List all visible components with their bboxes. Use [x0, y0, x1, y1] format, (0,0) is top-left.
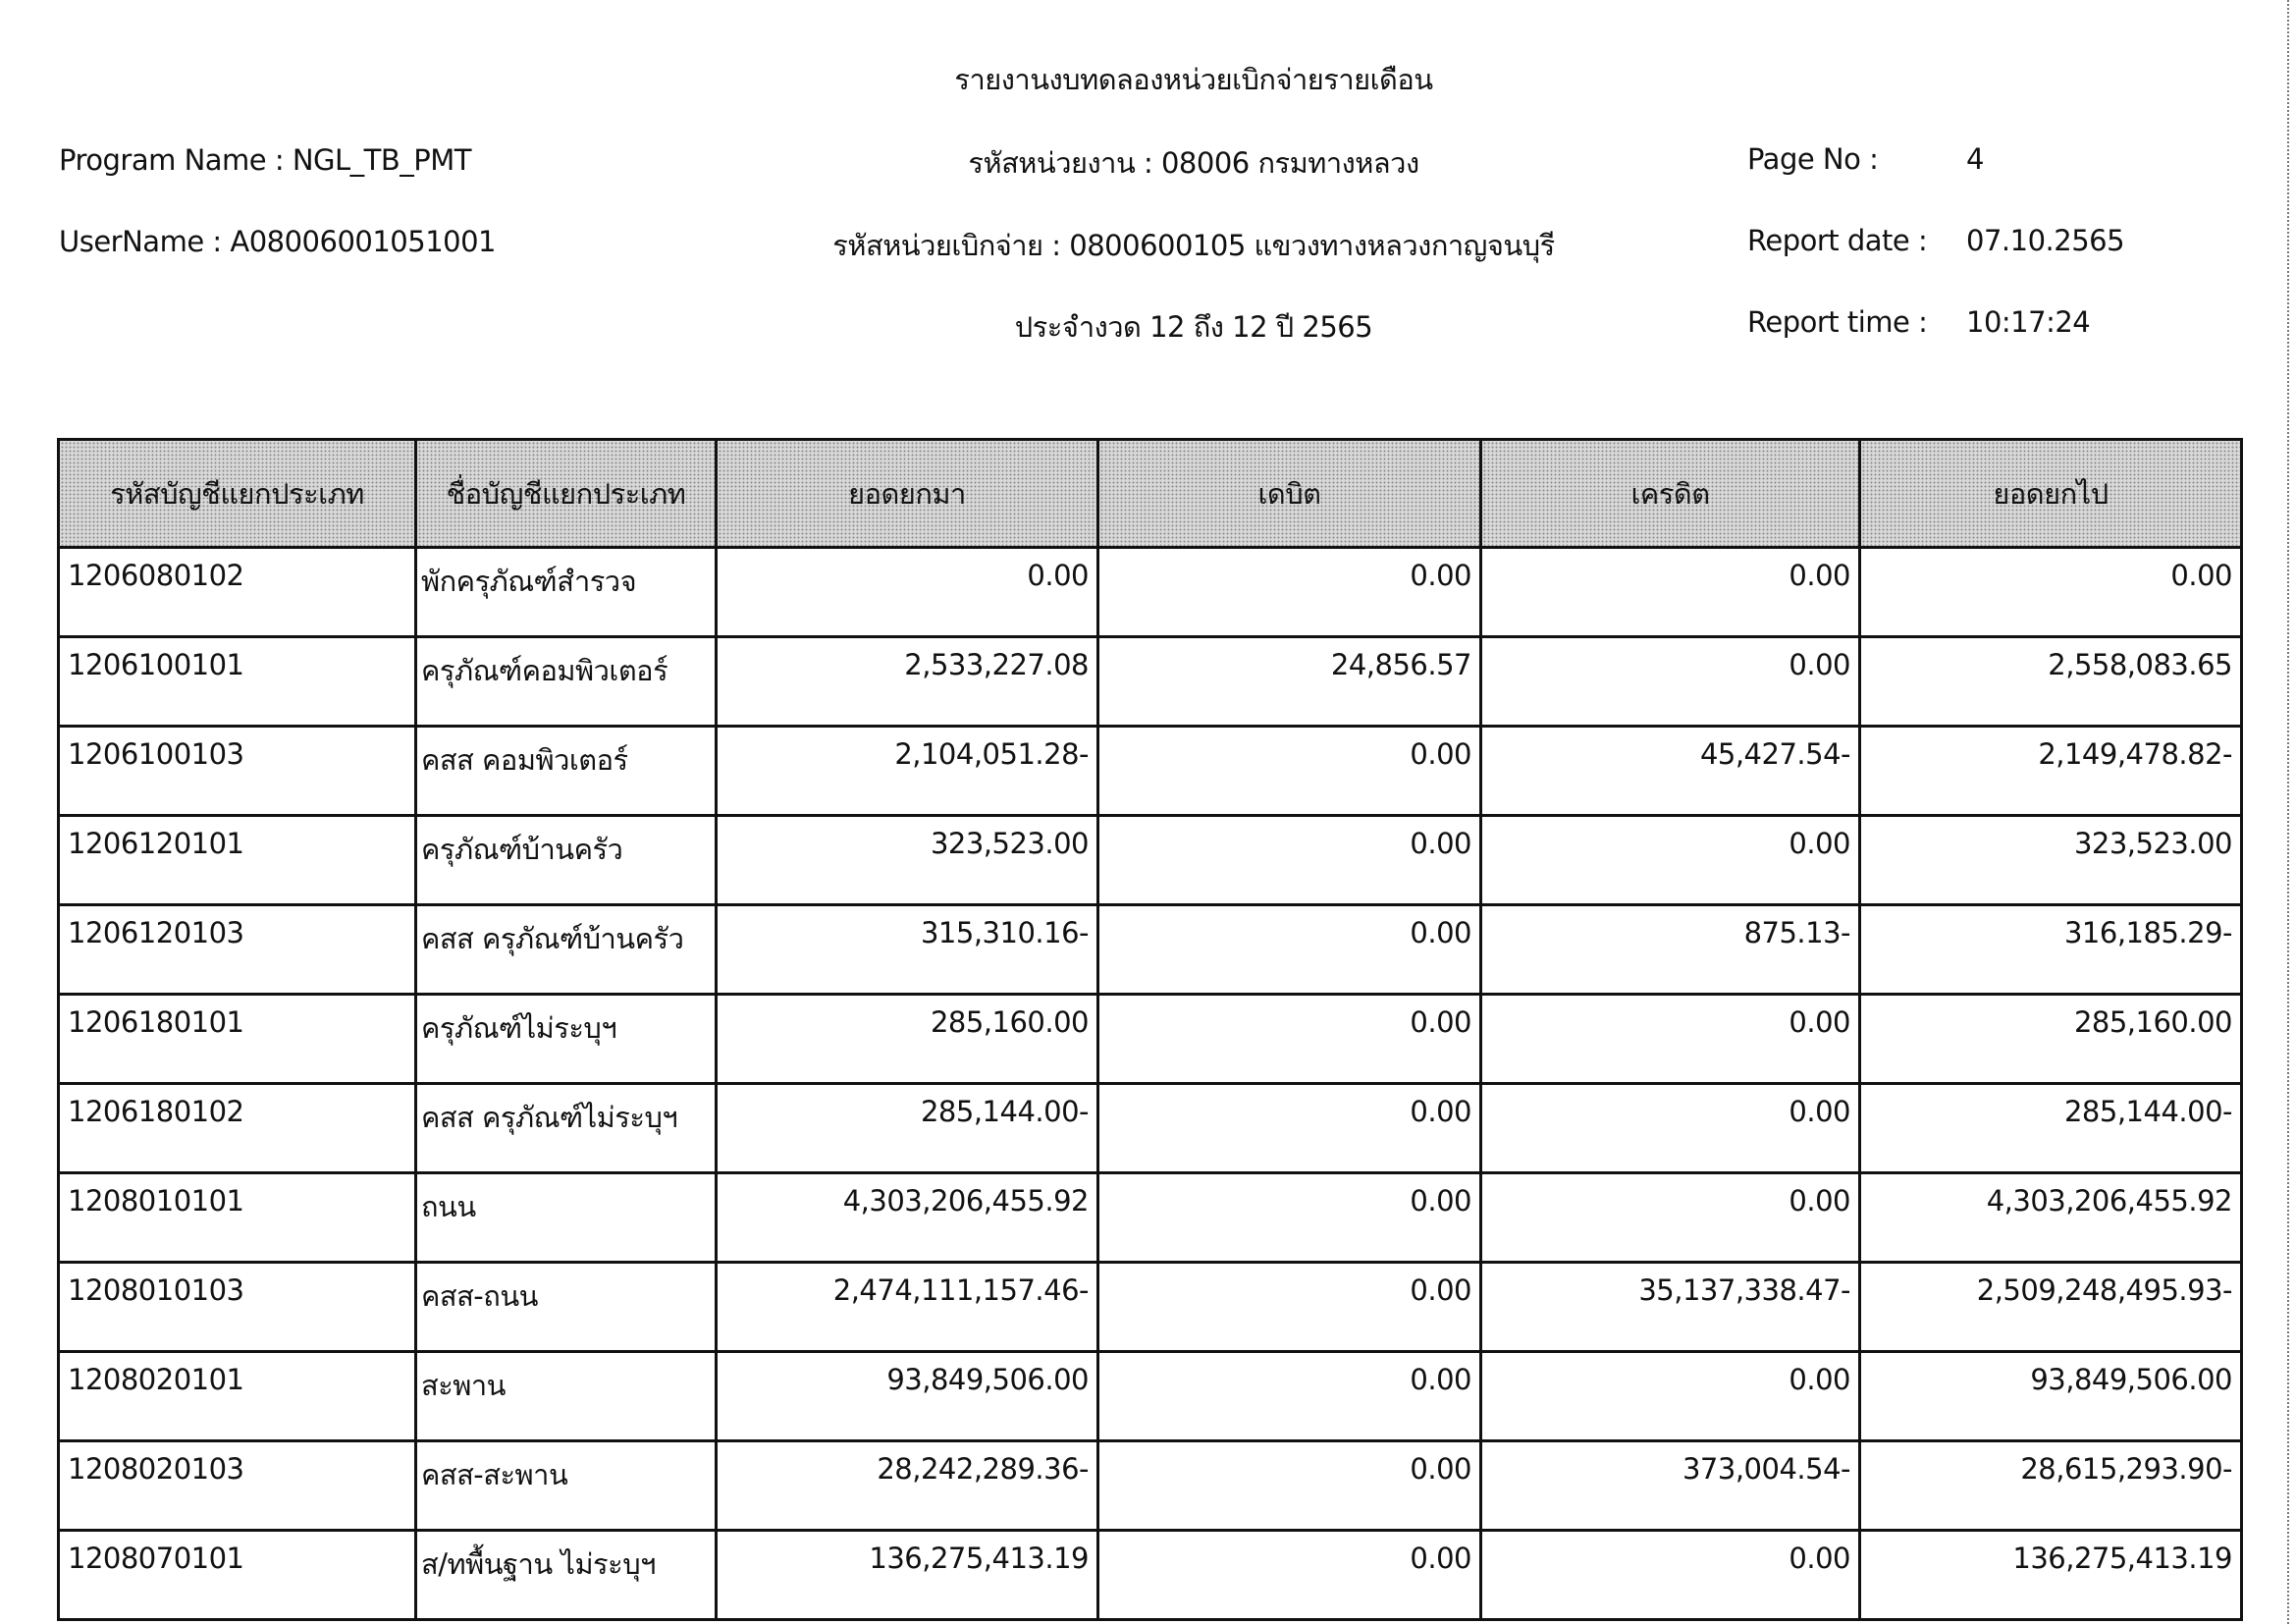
account-code-cell: 1208020101	[59, 1352, 416, 1441]
carried-forward-cell: 2,509,248,495.93-	[1860, 1263, 2242, 1352]
carried-forward-cell: 285,144.00-	[1860, 1084, 2242, 1173]
table-row	[59, 1084, 2242, 1173]
page-edge-divider	[2287, 0, 2289, 1624]
brought-forward-cell: 2,474,111,157.46-	[717, 1263, 1098, 1352]
table-row	[59, 1352, 2242, 1441]
report-time-value: 10:17:24	[1966, 305, 2091, 339]
credit-cell: 0.00	[1481, 995, 1860, 1084]
credit-cell: 0.00	[1481, 816, 1860, 905]
brought-forward-cell: 136,275,413.19	[717, 1531, 1098, 1620]
agency-code: รหัสหน่วยงาน : 08006 กรมทางหลวง	[968, 146, 1419, 180]
account-code-cell: 1208010101	[59, 1173, 416, 1263]
account-name-cell: ครุภัณฑ์บ้านครัว	[416, 816, 717, 905]
column-header-account-name: ชื่อบัญชีแยกประเภท	[416, 440, 717, 548]
credit-cell: 0.00	[1481, 637, 1860, 727]
debit-cell: 0.00	[1098, 905, 1481, 995]
brought-forward-cell: 2,533,227.08	[717, 637, 1098, 727]
carried-forward-cell: 0.00	[1860, 548, 2242, 637]
account-name-cell: พักครุภัณฑ์สำรวจ	[416, 548, 717, 637]
table-row	[59, 637, 2242, 727]
debit-cell: 0.00	[1098, 548, 1481, 637]
account-code-cell: 1208070101	[59, 1531, 416, 1620]
carried-forward-cell: 4,303,206,455.92	[1860, 1173, 2242, 1263]
credit-cell: 0.00	[1481, 548, 1860, 637]
account-code-cell: 1208010103	[59, 1263, 416, 1352]
account-name-cell: คสส-สะพาน	[416, 1441, 717, 1531]
credit-cell: 875.13-	[1481, 905, 1860, 995]
carried-forward-cell: 93,849,506.00	[1860, 1352, 2242, 1441]
credit-cell: 373,004.54-	[1481, 1441, 1860, 1531]
program-name: Program Name : NGL_TB_PMT	[59, 143, 471, 177]
account-name-cell: คสส ครุภัณฑ์ไม่ระบุฯ	[416, 1084, 717, 1173]
account-name-cell: ถนน	[416, 1173, 717, 1263]
debit-cell: 0.00	[1098, 1352, 1481, 1441]
account-name-cell: คสส ครุภัณฑ์บ้านครัว	[416, 905, 717, 995]
debit-cell: 0.00	[1098, 1263, 1481, 1352]
page-no-value: 4	[1966, 142, 1984, 176]
report-date-value: 07.10.2565	[1966, 224, 2125, 257]
brought-forward-cell: 323,523.00	[717, 816, 1098, 905]
account-code-cell: 1206100103	[59, 727, 416, 816]
table-row	[59, 727, 2242, 816]
account-name-cell: สะพาน	[416, 1352, 717, 1441]
account-code-cell: 1206120101	[59, 816, 416, 905]
column-header-brought-forward: ยอดยกมา	[717, 440, 1098, 548]
brought-forward-cell: 0.00	[717, 548, 1098, 637]
debit-cell: 0.00	[1098, 1531, 1481, 1620]
brought-forward-cell: 285,144.00-	[717, 1084, 1098, 1173]
carried-forward-cell: 28,615,293.90-	[1860, 1441, 2242, 1531]
column-header-debit: เดบิต	[1098, 440, 1481, 548]
debit-cell: 0.00	[1098, 1173, 1481, 1263]
report-time-label: Report time :	[1747, 305, 1928, 339]
disbursing-unit: รหัสหน่วยเบิกจ่าย : 0800600105 แขวงทางหลวงกาญจนบุรี	[832, 229, 1555, 262]
column-header-account-code: รหัสบัญชีแยกประเภท	[59, 440, 416, 548]
brought-forward-cell: 2,104,051.28-	[717, 727, 1098, 816]
account-code-cell: 1206180102	[59, 1084, 416, 1173]
table-row	[59, 905, 2242, 995]
page-no-label: Page No :	[1747, 142, 1879, 176]
brought-forward-cell: 4,303,206,455.92	[717, 1173, 1098, 1263]
carried-forward-cell: 2,149,478.82-	[1860, 727, 2242, 816]
carried-forward-cell: 323,523.00	[1860, 816, 2242, 905]
trial-balance-table	[57, 438, 2243, 1621]
debit-cell: 0.00	[1098, 816, 1481, 905]
table-header-row	[59, 440, 2242, 548]
table-row	[59, 1263, 2242, 1352]
account-code-cell: 1206100101	[59, 637, 416, 727]
brought-forward-cell: 93,849,506.00	[717, 1352, 1098, 1441]
account-code-cell: 1206120103	[59, 905, 416, 995]
credit-cell: 35,137,338.47-	[1481, 1263, 1860, 1352]
table-row	[59, 816, 2242, 905]
debit-cell: 0.00	[1098, 995, 1481, 1084]
account-code-cell: 1206180101	[59, 995, 416, 1084]
carried-forward-cell: 2,558,083.65	[1860, 637, 2242, 727]
debit-cell: 0.00	[1098, 727, 1481, 816]
brought-forward-cell: 28,242,289.36-	[717, 1441, 1098, 1531]
debit-cell: 0.00	[1098, 1441, 1481, 1531]
account-code-cell: 1206080102	[59, 548, 416, 637]
table-row	[59, 1531, 2242, 1620]
column-header-carried-forward: ยอดยกไป	[1860, 440, 2242, 548]
carried-forward-cell: 136,275,413.19	[1860, 1531, 2242, 1620]
account-code-cell: 1208020103	[59, 1441, 416, 1531]
carried-forward-cell: 285,160.00	[1860, 995, 2242, 1084]
credit-cell: 0.00	[1481, 1531, 1860, 1620]
table-row	[59, 548, 2242, 637]
column-header-credit: เครดิต	[1481, 440, 1860, 548]
account-name-cell: คสส คอมพิวเตอร์	[416, 727, 717, 816]
account-name-cell: ส/ทพื้นฐาน ไม่ระบุฯ	[416, 1531, 717, 1620]
account-name-cell: ครุภัณฑ์ไม่ระบุฯ	[416, 995, 717, 1084]
credit-cell: 0.00	[1481, 1173, 1860, 1263]
table-row	[59, 995, 2242, 1084]
account-name-cell: ครุภัณฑ์คอมพิวเตอร์	[416, 637, 717, 727]
user-name: UserName : A08006001051001	[59, 225, 497, 258]
carried-forward-cell: 316,185.29-	[1860, 905, 2242, 995]
debit-cell: 0.00	[1098, 1084, 1481, 1173]
report-period: ประจำงวด 12 ถึง 12 ปี 2565	[1014, 310, 1373, 344]
debit-cell: 24,856.57	[1098, 637, 1481, 727]
report-date-label: Report date :	[1747, 224, 1928, 257]
account-name-cell: คสส-ถนน	[416, 1263, 717, 1352]
table-row	[59, 1173, 2242, 1263]
credit-cell: 0.00	[1481, 1352, 1860, 1441]
brought-forward-cell: 315,310.16-	[717, 905, 1098, 995]
report-title: รายงานงบทดลองหน่วยเบิกจ่ายรายเดือน	[954, 63, 1433, 96]
table-row	[59, 1441, 2242, 1531]
credit-cell: 45,427.54-	[1481, 727, 1860, 816]
brought-forward-cell: 285,160.00	[717, 995, 1098, 1084]
credit-cell: 0.00	[1481, 1084, 1860, 1173]
